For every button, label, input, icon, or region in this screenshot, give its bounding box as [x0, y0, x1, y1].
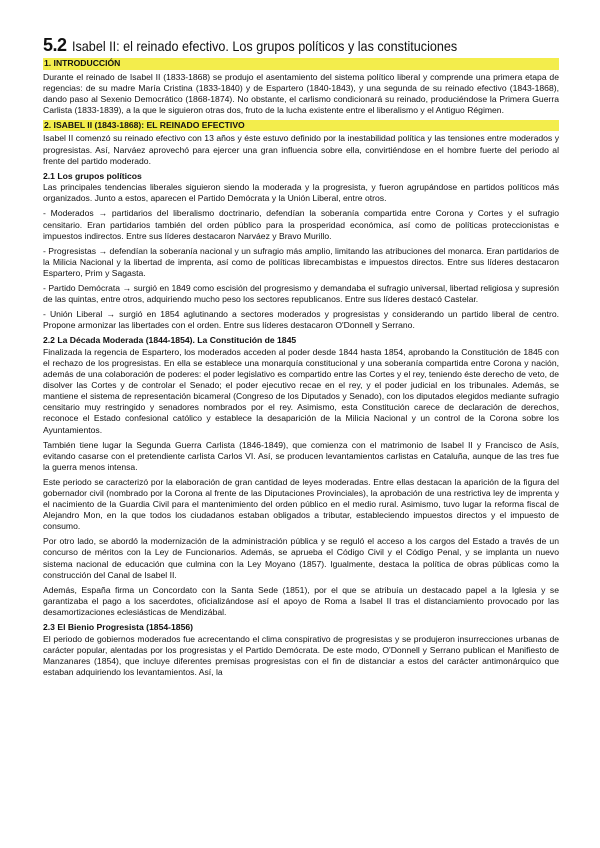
list-item-partido-democrata: - Partido Demócrata → surgió en 1849 como escisión del progresismo y demandaba el sufragio universal, libertad religiosa y supresión de las quintas, entre otros, adquiriendo mucho peso los sectores republicanos. Entre sus líderes destacó Castelar. [43, 283, 559, 305]
paragraph: Durante el reinado de Isabel II (1833-1868) se produjo el asentamiento del sistema político liberal y comprende una primera etapa de regencias: de su madre María Cristina (1833-1840) y de Espartero (1840-1843), y una segunda de su reinado efectivo (1843-1868), dando paso al Sexenio Democrático (1868-1874). No obstante, el carlismo condicionará su reinado, produciéndose la Primera Guerra Carlista (1833-1839), a la que le siguieron otras dos, fruto de la lucha existente entre el liberalismo y el Antiguo Régimen. [43, 71, 559, 115]
paragraph: Por otro lado, se abordó la modernización de la administración pública y se reguló el acceso a los cargos del Estado a través de un concurso de méritos con la Ley de Funcionarios. Además, se aprueba el Código Civil y el Código Penal, y se implanta un nuevo sistema nacional de educación que culmina con la Ley Moyano (1857). Igualmente, destaca la política de obras públicas como la construcción del Canal de Isabel II. [43, 536, 559, 580]
subsection-heading-grupos-politicos: 2.1 Los grupos políticos [43, 170, 142, 181]
list-item-union-liberal: - Unión Liberal → surgió en 1854 aglutinando a sectores moderados y progresistas y considerando un partido liberal de centro. Propone armonizar las libertades con el orden. Entre sus líderes destacaron O'Donnell y Serrano. [43, 309, 559, 331]
subsection-heading-bienio-progresista: 2.3 El Bienio Progresista (1854-1856) [43, 622, 193, 633]
title-text: Isabel II: el reinado efectivo. Los grupos políticos y las constituciones [71, 38, 457, 54]
subsection-heading-decada-moderada: 2.2 La Década Moderada (1844-1854). La Constitución de 1845 [43, 335, 297, 346]
paragraph: Además, España firma un Concordato con la Santa Sede (1851), por el que se atribuía un destacado papel a la Iglesia y se garantizaba el pago a los sacerdotes, oficializándose así el apoyo de Roma a Isabel II tras el distanciamiento provocado por las desamortizaciones eclesiásticas de Mendizábal. [43, 584, 559, 617]
paragraph: Las principales tendencias liberales siguieron siendo la moderada y la progresista, y fueron agrupándose en partidos políticos más organizados. Junto a estos, aparecen el Partido Demócrata y la Unión Liberal, entre otros. [43, 182, 559, 204]
paragraph: Isabel II comenzó su reinado efectivo con 13 años y éste estuvo definido por la inestabilidad política y las tensiones entre moderados y progresistas. Así, Narváez aprovechó para ejercer una gran influencia sobre ella, convirtiéndose en el hombre fuerte del periodo al frente del partido moderado. [43, 133, 559, 166]
paragraph: Este periodo se caracterizó por la elaboración de gran cantidad de leyes moderadas. Entre ellas destacan la aparición de la figura del gobernador civil (nombrado por la Corona al frente de las Diputaciones Provinciales), la aprobación de una restrictiva ley de imprenta y el nacimiento de la Guardia Civil para el mantenimiento del orden público en el medio rural. Asimismo, tuvo lugar la reforma fiscal de Alejandro Mon, en la que todos los ciudadanos estaban obligados a tributar, estableciendo impuestos directos y el impuesto de consumo. [43, 476, 559, 532]
paragraph: El periodo de gobiernos moderados fue acrecentando el clima conspirativo de progresistas y se produjeron insurrecciones urbanas de carácter popular, alentadas por los progresistas y el Partido Demócrata. De este modo, O'Donnell y Serrano publican el Manifiesto de Manzanares (1854), que incluye diferentes premisas progresistas con el fin de distanciar a estos del carácter antimonárquico que estaban adquiriendo los levantamientos. Así, la [43, 633, 559, 677]
paragraph: También tiene lugar la Segunda Guerra Carlista (1846-1849), que comienza con el matrimonio de Isabel II y Francisco de Asís, evitando casarse con el pretendiente carlista Carlos VI. Así, se producen levantamientos carlistas en Cataluña, aunque de las tres fue la guerra menos intensa. [43, 439, 559, 472]
paragraph: Finalizada la regencia de Espartero, los moderados acceden al poder desde 1844 hasta 1854, aprobando la Constitución de 1845 con el rechazo de los progresistas. En ella se establece una monarquía constitucional y una soberanía compartida entre Corona y nación, además de una colaboración de poderes: el poder legislativo es compartido entre las Cortes y el rey, teniendo éste derecho de veto, de disolver las Cortes y de controlar el Senado; el poder ejecutivo recae en el rey, y el poder judicial en los tribunales. Además, se mantiene el sistema de representación bicameral (Congreso de los Diputados y Senado), con los diputados elegidos mediante sufragio censitario muy restringido y senadores nombrados por el rey. Asimismo, esta Constitución carece de declaración de derechos, reconoce el Estado confesional católico y establece la desaparición de la Milicia Nacional y un control de la Corona sobre los Ayuntamientos. [43, 346, 559, 435]
document-page [43, 35, 559, 682]
list-item-progresistas: - Progresistas → defendían la soberanía nacional y un sufragio más amplio, limitando las atribuciones del monarca. Eran partidarios de la Milicia Nacional y la libertad de imprenta, así como de políticas librecambistas e impuestos directos. Entre sus líderes destacaron Espartero, Prim y Sagasta. [43, 245, 559, 278]
page-title [43, 35, 559, 55]
title-number: 5.2 [43, 35, 67, 55]
section-heading-introduccion: 1. INTRODUCCIÓN [43, 58, 559, 70]
list-item-moderados: - Moderados → partidarios del liberalismo doctrinario, defendían la soberanía compartida entre Corona y Cortes y el sufragio censitario. Eran partidarios también del orden público para la prosperidad económica, así como de políticas proteccionistas e impuestos indirectos. Entre sus líderes destacaron Narváez y Bravo Murillo. [43, 208, 559, 241]
section-heading-reinado-efectivo: 2. ISABEL II (1843-1868): EL REINADO EFECTIVO [43, 120, 559, 132]
